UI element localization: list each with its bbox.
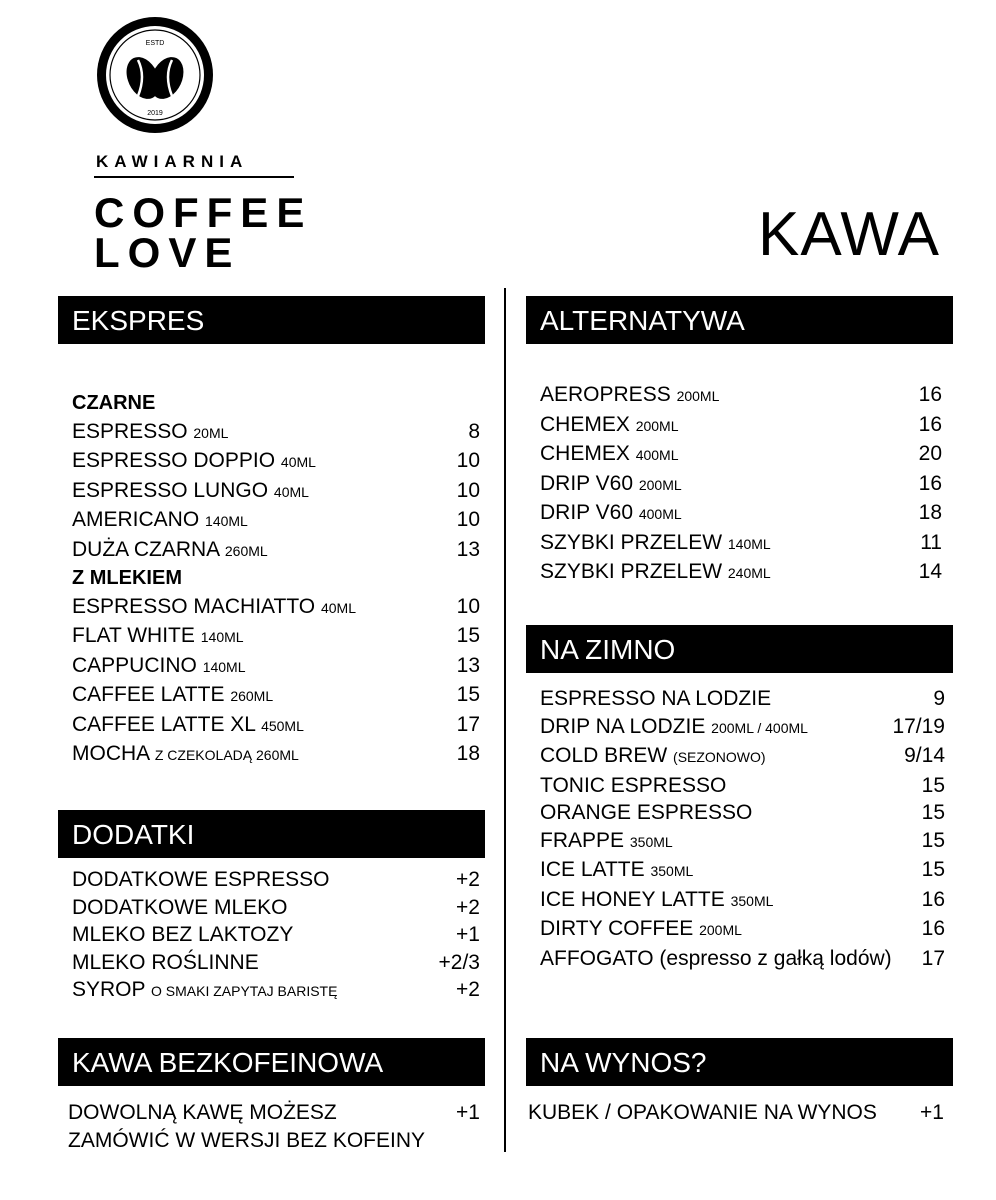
menu-item [72, 711, 480, 741]
na-wynos-line: KUBEK / OPAKOWANIE NA WYNOS [528, 1101, 877, 1124]
menu-item-size: 140ML [205, 513, 248, 529]
menu-item [72, 894, 480, 922]
menu-item-price: 15 [921, 801, 945, 824]
badge-estd-text: ESTD [145, 40, 165, 47]
menu-item-name: MLEKO ROŚLINNE [72, 950, 259, 974]
menu-item-size: 260ML [224, 542, 268, 559]
menu-item-label [540, 558, 771, 588]
menu-item-size: 350ML [650, 863, 694, 879]
menu-item-label [540, 713, 808, 743]
menu-item-name: CHEMEX [540, 412, 630, 436]
menu-item-label [72, 894, 287, 922]
menu-item-size: 200ML / 400ML [711, 719, 808, 736]
menu-item-name: FRAPPE [540, 828, 625, 852]
menu-item-price: 15 [456, 683, 480, 706]
menu-item-price: 9 [933, 687, 945, 710]
menu-item-size: 200ML [676, 388, 720, 404]
menu-item-price: 18 [456, 742, 480, 765]
menu-item [540, 685, 945, 713]
menu-item-price: 16 [918, 471, 942, 495]
menu-item-size: 40ML [273, 483, 309, 500]
menu-item-label [540, 827, 673, 857]
menu-item [72, 866, 480, 894]
menu-item [540, 499, 942, 529]
menu-item-name: AEROPRESS [540, 383, 671, 406]
menu-item-label [540, 742, 766, 772]
bezkofeinowa-price: +1 [456, 1101, 480, 1124]
menu-item-label [72, 681, 273, 711]
menu-item [72, 536, 480, 566]
bezkofeinowa-line2: ZAMÓWIĆ W WERSJI BEZ KOFEINY [68, 1129, 425, 1152]
bezkofeinowa-note [68, 1099, 480, 1155]
menu-item [72, 593, 480, 623]
menu-item-price: +1 [456, 923, 480, 946]
menu-item-name: DODATKOWE MLEKO [72, 895, 288, 919]
menu-item-label [72, 418, 228, 448]
menu-item-price: 14 [918, 560, 942, 583]
section-header-alternatywa: ALTERNATYWA [526, 296, 953, 344]
menu-item-label [540, 772, 726, 800]
menu-item-label [540, 381, 719, 411]
menu-item-price: 16 [918, 383, 942, 406]
menu-item-label [72, 866, 330, 894]
menu-item-name: CAPPUCINO [72, 653, 197, 677]
menu-item [540, 827, 945, 857]
menu-item-label [72, 622, 244, 652]
menu-item [540, 558, 942, 588]
menu-item-size: (SEZONOWO) [673, 749, 766, 765]
section-header-na-zimno: NA ZIMNO [526, 625, 953, 673]
menu-item-name: DODATKOWE ESPRESSO [72, 868, 330, 891]
menu-item-name: SZYBKI PRZELEW [540, 560, 723, 583]
page-title: KAWA [758, 200, 940, 269]
menu-item [540, 529, 942, 559]
menu-item-size: 140ML [200, 629, 244, 645]
menu-item-label [72, 740, 299, 770]
menu-item-price: 17 [456, 712, 480, 736]
menu-item-label [540, 529, 771, 559]
menu-item-price: 10 [456, 478, 480, 502]
menu-item-label [72, 477, 309, 507]
menu-item-price: 16 [921, 887, 945, 911]
menu-item-price: 13 [456, 537, 480, 561]
subsection-czarne: CZARNE [72, 392, 156, 414]
menu-item-label [540, 470, 682, 500]
menu-item-name: ESPRESSO MACHIATTO [72, 594, 316, 618]
menu-item-label [540, 915, 742, 945]
na-zimno-list [540, 685, 945, 972]
menu-item-size: 20ML [193, 424, 229, 441]
menu-item-name: DRIP NA LODZIE [540, 714, 706, 738]
menu-item [540, 742, 945, 772]
menu-item-size: 140ML [727, 535, 771, 552]
menu-item [540, 470, 942, 500]
menu-item-size: O SMAKI ZAPYTAJ BARISTĘ [151, 983, 338, 999]
menu-item-label [72, 976, 337, 1006]
brand-coffee: COFFEE [94, 189, 313, 236]
menu-item [540, 440, 942, 470]
bezkofeinowa-line1: DOWOLNĄ KAWĘ MOŻESZ [68, 1101, 337, 1124]
menu-item [72, 949, 480, 977]
brand-kawiarnia: KAWIARNIA [96, 152, 249, 171]
menu-item [72, 418, 480, 448]
menu-item-name: MLEKO BEZ LAKTOZY [72, 923, 294, 946]
menu-item [540, 381, 942, 411]
menu-item-name: ICE HONEY LATTE [540, 887, 725, 911]
menu-item-name: CAFFEE LATTE XL [72, 712, 256, 736]
menu-item-label [72, 652, 246, 682]
menu-item-size: 240ML [727, 565, 771, 581]
menu-item-price: 10 [456, 594, 480, 618]
ekspres-list [72, 390, 480, 770]
menu-item-label [540, 499, 682, 529]
menu-item-price: 15 [921, 773, 945, 797]
menu-item [540, 411, 942, 441]
section-header-dodatki: DODATKI [58, 810, 485, 858]
menu-item-size: 40ML [320, 599, 356, 616]
menu-item-size: 260ML [230, 688, 274, 704]
menu-item-price: +2 [456, 978, 480, 1001]
menu-item-name: AMERICANO [72, 508, 200, 531]
menu-item-price: 17/19 [892, 714, 945, 738]
na-wynos-note [528, 1099, 944, 1127]
menu-item-size: 350ML [629, 833, 673, 850]
menu-item-price: 15 [921, 858, 945, 881]
menu-item-price: 18 [918, 501, 942, 524]
menu-item-price: 16 [918, 412, 942, 436]
menu-item [72, 976, 480, 1006]
menu-item-name: ESPRESSO DOPPIO [72, 449, 276, 472]
menu-item-price: 13 [456, 653, 480, 677]
menu-item-label [72, 593, 356, 623]
menu-item-name: ORANGE ESPRESSO [540, 801, 753, 824]
na-wynos-price: +1 [920, 1101, 944, 1124]
menu-item [72, 681, 480, 711]
menu-item-name: COLD BREW [540, 744, 668, 767]
menu-item-name: DIRTY COFFEE [540, 917, 694, 940]
menu-item [72, 622, 480, 652]
menu-item [72, 506, 480, 536]
menu-item-price: +2 [456, 868, 480, 891]
section-header-ekspres: EKSPRES [58, 296, 485, 344]
menu-item-label [540, 440, 679, 470]
menu-item-label [72, 711, 304, 741]
badge-year-text: 2019 [147, 110, 163, 117]
menu-item-price: 20 [918, 442, 942, 465]
menu-item [540, 713, 945, 743]
menu-item [540, 799, 945, 827]
menu-item-name: SZYBKI PRZELEW [540, 530, 723, 554]
menu-item [540, 886, 945, 916]
menu-item-price: 15 [921, 828, 945, 852]
menu-item-name: AFFOGATO (espresso z gałką lodów) [540, 946, 892, 970]
dodatki-list [72, 866, 480, 1006]
menu-item-price: 17 [921, 946, 945, 970]
menu-item-name: CAFFEE LATTE [72, 683, 225, 706]
menu-item-size: 140ML [202, 658, 246, 675]
menu-item-label [540, 886, 773, 916]
menu-item-name: DUŻA CZARNA [72, 537, 220, 561]
menu-item [72, 447, 480, 477]
menu-item-label [540, 945, 892, 973]
menu-item-size: 400ML [638, 506, 682, 522]
menu-item-size: 200ML [699, 922, 742, 938]
brand-rule [94, 176, 294, 178]
menu-item [540, 915, 945, 945]
menu-item [540, 772, 945, 800]
menu-item [72, 740, 480, 770]
menu-item-size: 200ML [638, 476, 682, 493]
menu-item-label [72, 447, 316, 477]
menu-item-size: 40ML [280, 454, 316, 470]
menu-item-name: DRIP V60 [540, 471, 633, 495]
section-header-bezkofeinowa: KAWA BEZKOFEINOWA [58, 1038, 485, 1086]
menu-item-label [540, 799, 752, 827]
menu-item [540, 856, 945, 886]
alternatywa-list [540, 381, 942, 588]
menu-item [72, 477, 480, 507]
menu-item [540, 945, 945, 973]
menu-item-label [72, 949, 259, 977]
menu-item-size: 350ML [730, 892, 774, 909]
menu-item-name: CHEMEX [540, 442, 630, 465]
menu-item-name: ICE LATTE [540, 858, 645, 881]
menu-item-name: FLAT WHITE [72, 624, 195, 647]
menu-item-size: 400ML [635, 447, 679, 463]
menu-item-name: DRIP V60 [540, 501, 633, 524]
menu-item-price: 10 [456, 508, 480, 531]
menu-item-name: MOCHA [72, 742, 150, 765]
menu-item-price: 16 [921, 917, 945, 940]
menu-item-name: TONIC ESPRESSO [540, 773, 727, 797]
menu-item-price: 11 [920, 530, 942, 554]
menu-item [72, 921, 480, 949]
menu-item-price: +2 [456, 895, 480, 919]
menu-item-name: ESPRESSO [72, 419, 188, 443]
menu-item-size: Z CZEKOLADĄ 260ML [154, 747, 299, 763]
menu-item-price: 15 [456, 624, 480, 647]
brand-love: LOVE [94, 229, 241, 276]
menu-item-name: SYROP [72, 978, 146, 1001]
menu-item-label [72, 536, 268, 566]
menu-item-label [540, 411, 679, 441]
menu-item-label [72, 921, 293, 949]
menu-item-label [540, 856, 693, 886]
menu-item [72, 652, 480, 682]
subsection-z-mlekiem: Z MLEKIEM [72, 567, 182, 589]
menu-item-label [540, 685, 771, 713]
menu-item-size: 450ML [261, 717, 304, 734]
menu-item-price: +2/3 [438, 950, 480, 974]
menu-item-name: ESPRESSO LUNGO [72, 478, 269, 502]
coffee-bean-badge-icon [94, 14, 216, 136]
menu-item-label [72, 506, 248, 536]
menu-item-size: 200ML [635, 417, 679, 434]
menu-item-price: 8 [468, 419, 480, 443]
section-header-na-wynos: NA WYNOS? [526, 1038, 953, 1086]
menu-item-price: 9/14 [904, 744, 945, 767]
column-divider [504, 288, 506, 1152]
menu-item-price: 10 [456, 449, 480, 472]
menu-item-name: ESPRESSO NA LODZIE [540, 687, 772, 710]
